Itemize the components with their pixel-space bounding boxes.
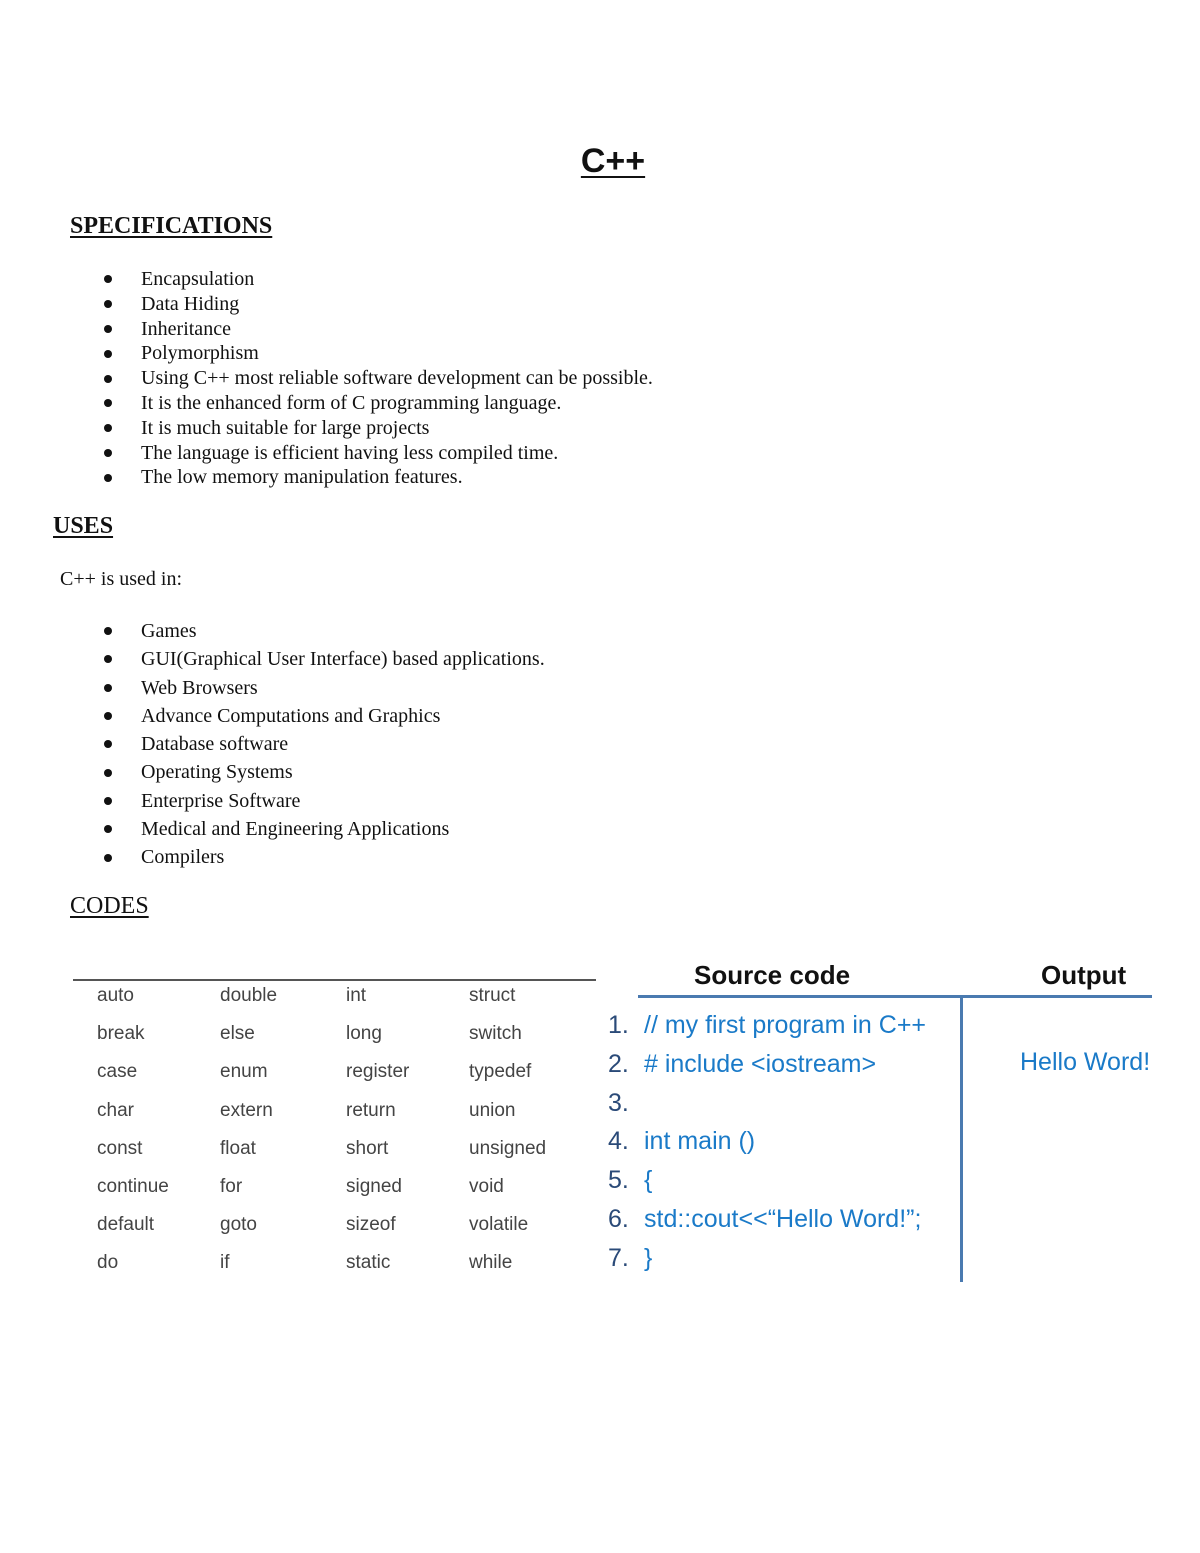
list-item-text: It is much suitable for large projects	[141, 416, 430, 439]
keyword-cell: switch	[469, 1023, 522, 1045]
keyword-cell: do	[97, 1252, 119, 1274]
bullet-icon	[104, 399, 112, 407]
list-item	[0, 391, 653, 416]
code-line	[608, 1164, 652, 1196]
list-item	[0, 702, 545, 730]
codes-heading: CODES	[70, 893, 149, 919]
bullet-icon	[104, 627, 112, 635]
bullet-icon	[104, 424, 112, 432]
keyword-cell: continue	[97, 1176, 169, 1197]
keyword-cell: auto	[97, 985, 134, 1006]
line-number: 1.	[608, 1011, 629, 1039]
keyword-cell: return	[346, 1099, 396, 1121]
keyword-cell: volatile	[469, 1214, 529, 1236]
bullet-icon	[104, 825, 112, 833]
keyword-cell: struct	[469, 985, 516, 1006]
keyword-cell: typedef	[469, 1061, 532, 1083]
bullet-icon	[104, 275, 112, 283]
keyword-cell: enum	[220, 1061, 268, 1083]
line-number: 5.	[608, 1166, 629, 1195]
bullet-icon	[104, 300, 112, 308]
list-item-text: The language is efficient having less compiled time.	[141, 441, 559, 464]
list-item	[0, 730, 545, 758]
list-item-text: Encapsulation	[141, 268, 255, 290]
code-text: // my first program in C++	[644, 1011, 927, 1039]
list-item-text: Advance Computations and Graphics	[141, 704, 441, 727]
keyword-cell: goto	[220, 1214, 257, 1236]
uses-list	[0, 617, 545, 872]
keyword-cell: union	[469, 1099, 516, 1121]
list-item-text: It is the enhanced form of C programming language.	[141, 391, 562, 414]
list-item-text: Polymorphism	[141, 342, 259, 365]
keyword-table-rule	[73, 979, 596, 981]
list-item	[0, 416, 653, 441]
code-line	[608, 1009, 926, 1041]
list-item	[0, 674, 545, 702]
list-item-text: Operating Systems	[141, 761, 293, 784]
keyword-cell: long	[346, 1023, 382, 1045]
list-item-text: Inheritance	[141, 317, 231, 340]
list-item-text: Medical and Engineering Applications	[141, 818, 450, 841]
keyword-cell: unsigned	[469, 1137, 547, 1159]
list-item	[0, 758, 545, 786]
keyword-cell: char	[97, 1099, 134, 1121]
keyword-cell: default	[97, 1214, 155, 1236]
list-item-text: Using C++ most reliable software development can be possible.	[141, 367, 653, 390]
keyword-cell: int	[346, 985, 367, 1006]
keyword-cell: if	[220, 1252, 230, 1274]
code-text: # include <iostream>	[644, 1049, 877, 1078]
bullet-icon	[104, 769, 112, 777]
code-text: std::cout<<“Hello Word!”;	[644, 1205, 922, 1233]
keyword-cell: signed	[346, 1176, 402, 1197]
list-item-text: The low memory manipulation features.	[141, 466, 463, 489]
list-item	[0, 267, 653, 292]
keyword-cell: static	[346, 1252, 391, 1274]
line-number: 7.	[608, 1243, 629, 1272]
keyword-cell: short	[346, 1137, 389, 1159]
list-item	[0, 366, 653, 391]
line-number: 4.	[608, 1127, 629, 1156]
uses-heading: USES	[53, 513, 114, 539]
bullet-icon	[104, 449, 112, 457]
specifications-list	[0, 267, 653, 490]
code-text: }	[644, 1243, 653, 1272]
list-item-text: Data Hiding	[141, 292, 240, 315]
bullet-icon	[104, 684, 112, 692]
keyword-cell: for	[220, 1176, 243, 1197]
list-item	[0, 465, 653, 490]
list-item	[0, 292, 653, 317]
program-output: Hello Word!	[1020, 1048, 1151, 1076]
keyword-cell: float	[220, 1137, 256, 1159]
uses-intro: C++ is used in:	[60, 568, 183, 590]
keyword-cell: void	[469, 1176, 504, 1197]
code-line	[608, 1125, 755, 1157]
code-text: int main ()	[644, 1127, 756, 1156]
keyword-cell: else	[220, 1023, 255, 1045]
keyword-cell: break	[97, 1023, 145, 1045]
list-item	[0, 787, 545, 815]
panel-header-rule	[638, 995, 1152, 998]
list-item	[0, 617, 545, 645]
bullet-icon	[104, 350, 112, 358]
list-item	[0, 317, 653, 342]
code-line	[608, 1087, 644, 1119]
list-item	[0, 341, 653, 366]
keyword-cell: case	[97, 1061, 138, 1083]
list-item	[0, 815, 545, 843]
list-item-text: GUI(Graphical User Interface) based applications.	[141, 648, 545, 671]
keyword-cell: register	[346, 1061, 410, 1083]
bullet-icon	[104, 854, 112, 862]
list-item-text: Database software	[141, 733, 289, 756]
keyword-cell: extern	[220, 1099, 273, 1121]
page-title: C++	[580, 142, 646, 180]
specifications-heading: SPECIFICATIONS	[70, 213, 273, 239]
line-number: 2.	[608, 1049, 629, 1078]
keyword-cell: double	[220, 985, 278, 1006]
list-item-text: Web Browsers	[141, 676, 258, 699]
code-line	[608, 1242, 652, 1274]
output-heading: Output	[1041, 960, 1127, 990]
list-item	[0, 441, 653, 466]
code-line	[608, 1048, 876, 1080]
bullet-icon	[104, 712, 112, 720]
bullet-icon	[104, 797, 112, 805]
list-item-text: Compilers	[141, 846, 225, 869]
keyword-cell: const	[97, 1137, 143, 1159]
list-item-text: Games	[141, 620, 197, 642]
code-text: {	[644, 1166, 653, 1195]
list-item	[0, 645, 545, 673]
bullet-icon	[104, 740, 112, 748]
code-line	[608, 1203, 921, 1235]
line-number: 3.	[608, 1088, 629, 1117]
panel-divider	[960, 997, 963, 1282]
bullet-icon	[104, 325, 112, 333]
line-number: 6.	[608, 1205, 629, 1233]
bullet-icon	[104, 655, 112, 663]
source-code-heading: Source code	[694, 960, 851, 990]
list-item-text: Enterprise Software	[141, 789, 301, 812]
bullet-icon	[104, 375, 112, 383]
list-item	[0, 843, 545, 871]
keyword-cell: while	[469, 1252, 513, 1274]
keyword-cell: sizeof	[346, 1214, 396, 1236]
bullet-icon	[104, 474, 112, 482]
